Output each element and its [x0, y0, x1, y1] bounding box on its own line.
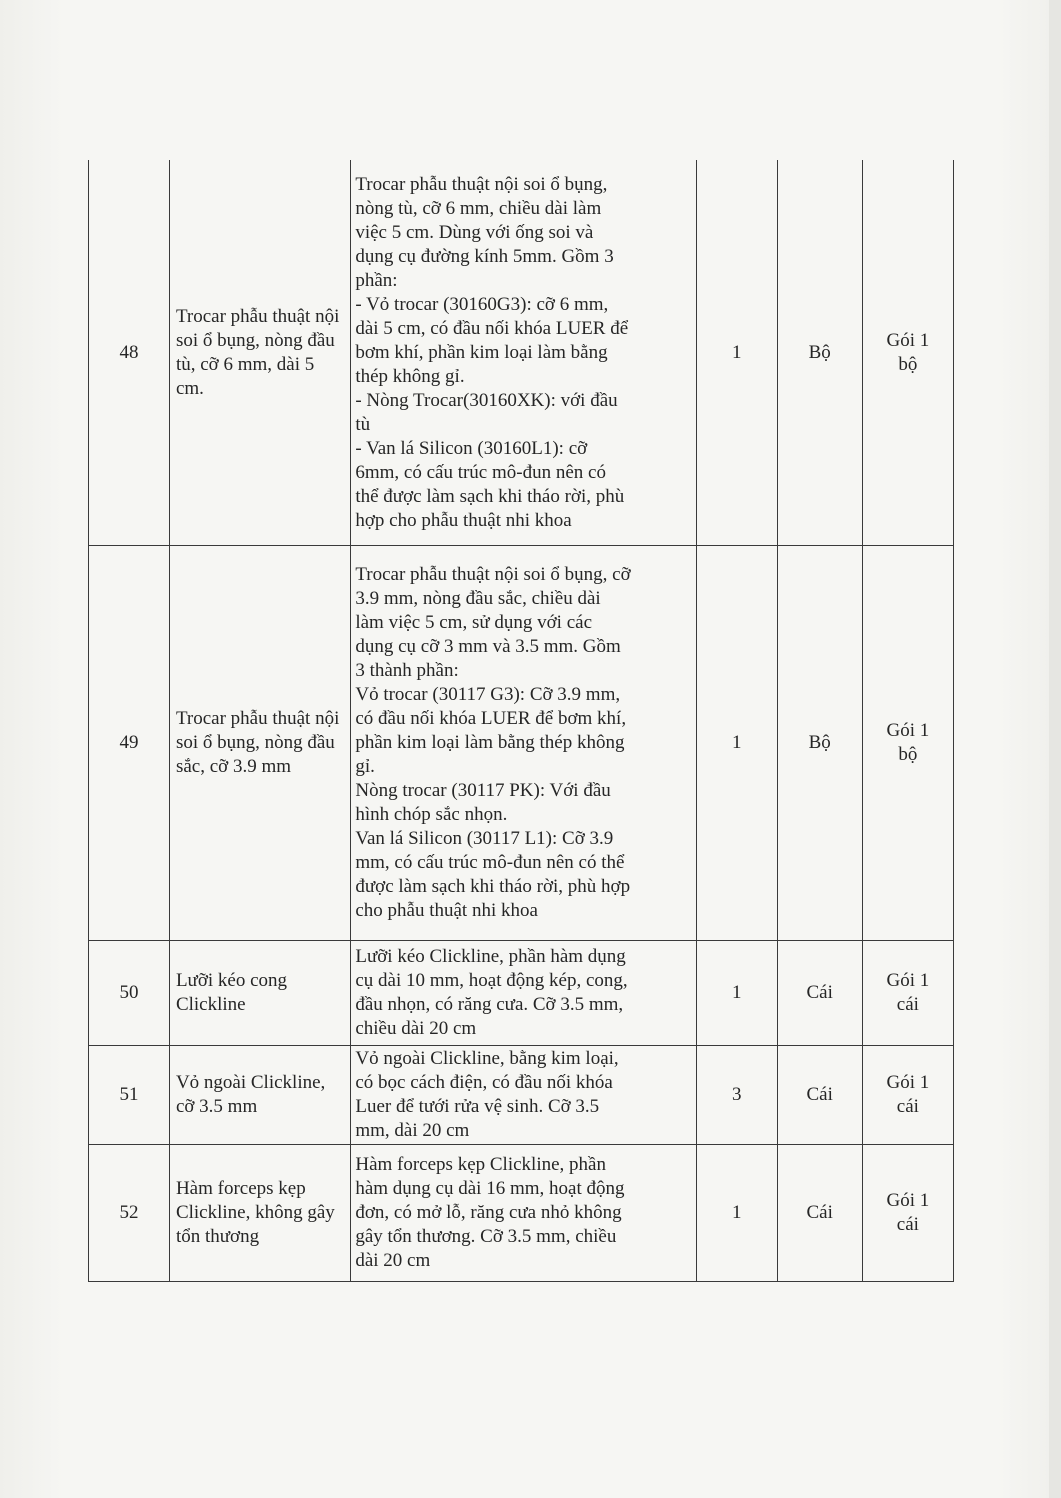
description-line: nòng tù, cỡ 6 mm, chiều dài làm [355, 197, 602, 219]
item-description [351, 546, 696, 941]
description-line: làm việc 5 cm, sử dụng với các [355, 612, 593, 633]
description-line: 6mm, có cấu trúc mô-đun nên có [355, 461, 606, 483]
row-number: 52 [89, 1145, 170, 1282]
description-line: bơm khí, phần kim loại làm bằng [355, 341, 608, 363]
description-line: việc 5 cm. Dùng với ống soi và [355, 221, 594, 243]
packaging-text: Gói 1 cái [886, 1190, 930, 1235]
description-line: Hàm forceps kẹp Clickline, phần [355, 1154, 606, 1175]
unit: Bộ [777, 546, 862, 941]
description-line: chiều dài 20 cm [355, 1018, 477, 1039]
table-row [89, 160, 954, 546]
description-line: thể được làm sạch khi tháo rời, phù [355, 485, 625, 507]
description-line: cho phẫu thuật nhi khoa [355, 900, 538, 921]
item-description [351, 160, 696, 546]
description-line: dài 20 cm [355, 1250, 431, 1271]
description-line: dụng cụ cỡ 3 mm và 3.5 mm. Gồm [355, 636, 621, 657]
scan-edge [1049, 0, 1061, 1498]
packaging-text: Gói 1 cái [886, 970, 930, 1015]
equipment-table [88, 160, 954, 1282]
description-line: - Nòng Trocar(30160XK): với đầu [355, 389, 618, 411]
packaging-text: Gói 1 bộ [886, 720, 930, 765]
table-row [89, 1145, 954, 1282]
description-line: - Van lá Silicon (30160L1): cỡ [355, 437, 588, 459]
packaging [862, 160, 953, 546]
description-line: - Vỏ trocar (30160G3): cỡ 6 mm, [355, 293, 609, 315]
description-line: Van lá Silicon (30117 L1): Cỡ 3.9 [355, 828, 614, 849]
description-line: đơn, có mở lỗ, răng cưa nhỏ không [355, 1202, 622, 1223]
description-line: Lưỡi kéo Clickline, phần hàm dụng [355, 946, 626, 967]
unit: Cái [777, 1046, 862, 1145]
description-line: gỉ. [355, 756, 375, 777]
row-number: 50 [89, 941, 170, 1046]
packaging [862, 1046, 953, 1145]
unit: Bộ [777, 160, 862, 546]
description-line: 3.9 mm, nòng đầu sắc, chiều dài [355, 588, 601, 609]
description-line: hợp cho phẫu thuật nhi khoa [355, 509, 572, 531]
description-line: Trocar phẫu thuật nội soi ổ bụng, cỡ [355, 564, 631, 585]
description-line: dài 5 cm, có đầu nối khóa LUER để [355, 317, 629, 339]
description-line: thép không gỉ. [355, 365, 465, 387]
description-line: Trocar phẫu thuật nội soi ổ bụng, [355, 173, 608, 195]
description-line: dụng cụ đường kính 5mm. Gồm 3 [355, 245, 614, 267]
description-line: có bọc cách điện, có đầu nối khóa [355, 1072, 613, 1093]
description-line: có đầu nối khóa LUER để bơm khí, [355, 708, 627, 729]
quantity: 1 [696, 941, 777, 1046]
table-row [89, 941, 954, 1046]
packaging-text: Gói 1 cái [886, 1072, 930, 1117]
description-line: Vỏ trocar (30117 G3): Cỡ 3.9 mm, [355, 684, 621, 705]
item-description [351, 1145, 696, 1282]
packaging [862, 941, 953, 1046]
description-line: mm, dài 20 cm [355, 1120, 470, 1141]
table-row [89, 1046, 954, 1145]
description-line: gây tổn thương. Cỡ 3.5 mm, chiều [355, 1226, 617, 1247]
description-line: hình chóp sắc nhọn. [355, 804, 508, 825]
description-line: 3 thành phần: [355, 660, 459, 681]
item-name: Lưỡi kéo cong Clickline [169, 941, 350, 1046]
description-line: mm, có cấu trúc mô-đun nên có thể [355, 852, 625, 873]
item-name: Vỏ ngoài Clickline, cỡ 3.5 mm [169, 1046, 350, 1145]
description-line: Nòng trocar (30117 PK): Với đầu [355, 780, 611, 801]
row-number: 48 [89, 160, 170, 546]
description-line: phần: [355, 269, 398, 291]
item-description [351, 941, 696, 1046]
row-number: 49 [89, 546, 170, 941]
description-line: phần kim loại làm bằng thép không [355, 732, 625, 753]
description-line: Luer để tưới rửa vệ sinh. Cỡ 3.5 [355, 1096, 600, 1117]
description-line: tù [355, 413, 371, 435]
packaging-text: Gói 1 bộ [886, 329, 930, 375]
item-name: Trocar phẫu thuật nội soi ổ bụng, nòng đầu sắc, cỡ 3.9 mm [169, 546, 350, 941]
packaging [862, 1145, 953, 1282]
description-line: Vỏ ngoài Clickline, bằng kim loại, [355, 1048, 619, 1069]
description-line: đầu nhọn, có răng cưa. Cỡ 3.5 mm, [355, 994, 624, 1015]
table-row [89, 546, 954, 941]
quantity: 1 [696, 546, 777, 941]
packaging [862, 546, 953, 941]
row-number: 51 [89, 1046, 170, 1145]
item-name: Trocar phẫu thuật nội soi ổ bụng, nòng đầu tù, cỡ 6 mm, dài 5 cm. [169, 160, 350, 546]
description-line: cụ dài 10 mm, hoạt động kép, cong, [355, 970, 628, 991]
description-line: được làm sạch khi tháo rời, phù hợp [355, 876, 631, 897]
description-line: hàm dụng cụ dài 16 mm, hoạt động [355, 1178, 625, 1199]
quantity: 1 [696, 160, 777, 546]
quantity: 3 [696, 1046, 777, 1145]
unit: Cái [777, 941, 862, 1046]
equipment-table-body [89, 160, 954, 1282]
item-description [351, 1046, 696, 1145]
item-name: Hàm forceps kẹp Clickline, không gây tổn thương [169, 1145, 350, 1282]
quantity: 1 [696, 1145, 777, 1282]
unit: Cái [777, 1145, 862, 1282]
